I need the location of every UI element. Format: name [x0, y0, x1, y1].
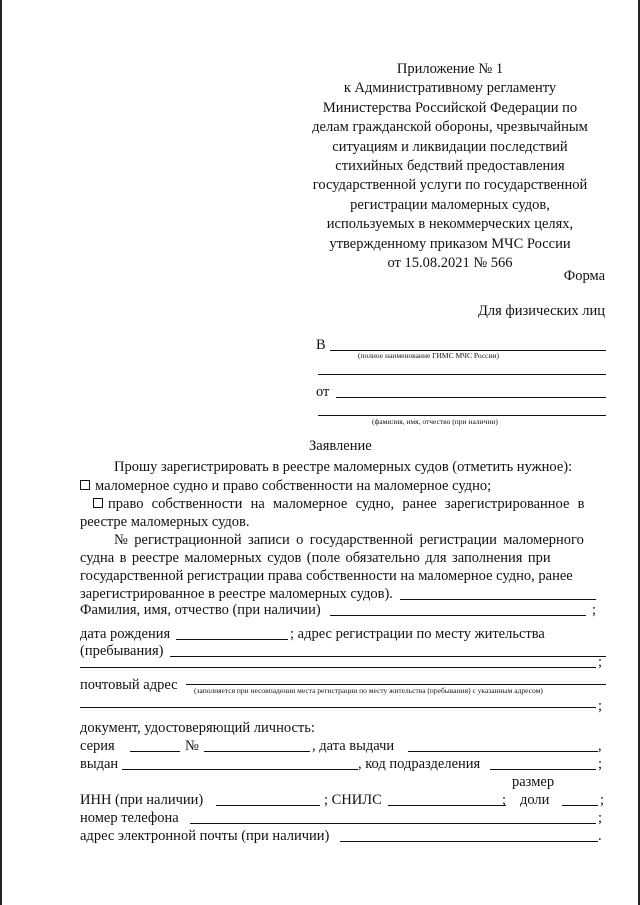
series-label: серия — [80, 738, 115, 754]
record-note-line: № регистрационной записи о государственной регистрации маломерного — [114, 532, 584, 548]
issued-by-label: выдан — [80, 756, 119, 772]
header-line: утвержденному приказом МЧС России — [329, 235, 571, 252]
series-field[interactable] — [130, 751, 180, 752]
from-field-continued[interactable] — [318, 415, 606, 416]
fio-label: Фамилия, имя, отчество (при наличии) — [80, 602, 321, 618]
inn-label: ИНН (при наличии) — [80, 792, 204, 808]
fio-semicolon: ; — [592, 602, 597, 618]
appendix-header — [300, 60, 600, 273]
issue-date-label: , дата выдачи — [312, 738, 395, 754]
residence-label: (пребывания) — [80, 643, 164, 659]
postal-field-continued[interactable] — [80, 707, 596, 708]
fio-field[interactable] — [330, 615, 586, 616]
from-caption: (фамилия, имя, отчество (при наличии) — [372, 417, 498, 426]
header-line: делам гражданской обороны, чрезвычайным — [312, 119, 588, 136]
from-prefix: от — [316, 384, 330, 400]
header-line: от 15.08.2021 № 566 — [387, 255, 513, 272]
reg-address-label: ; адрес регистрации по месту жительства — [290, 626, 545, 642]
to-prefix: В — [316, 337, 326, 353]
record-note-line: зарегистрированное в реестре маломерных судов). — [80, 586, 393, 602]
snils-semicolon: ; — [502, 792, 507, 808]
option-label: маломерное судно и право собственности на маломерное судно; — [95, 478, 492, 494]
issued-by-field[interactable] — [122, 769, 358, 770]
for-whom-label: Для физических лиц — [477, 303, 605, 319]
header-line: регистрации маломерных судов, — [350, 196, 550, 213]
header-line: к Административному регламенту — [343, 80, 557, 97]
dept-code-semicolon: ; — [598, 756, 603, 772]
to-caption: (полное наименование ГИМС МЧС России) — [358, 351, 499, 360]
number-field[interactable] — [204, 751, 310, 752]
record-note-line: судна в реестре маломерных судов (поле обязательно для заполнения при — [80, 550, 551, 566]
from-field[interactable] — [336, 397, 606, 398]
statement-title: Заявление — [309, 438, 372, 454]
dept-code-field[interactable] — [490, 769, 596, 770]
reg-address-field[interactable] — [170, 656, 606, 657]
header-line: используемых в некоммерческих целях, — [326, 216, 574, 233]
postal-label: почтовый адрес — [80, 677, 178, 693]
header-line: Министерства Российской Федерации по — [322, 99, 578, 116]
postal-semicolon: ; — [598, 698, 603, 714]
phone-label: номер телефона — [80, 810, 179, 826]
email-field[interactable] — [340, 841, 598, 842]
phone-field[interactable] — [190, 823, 596, 824]
share-field[interactable] — [562, 805, 598, 806]
issue-date-comma: , — [598, 738, 602, 754]
snils-label: ; СНИЛС — [324, 792, 382, 808]
record-note-line: государственной регистрации права собственности на маломерное судно, ранее — [80, 568, 573, 584]
option-ownership-checkbox[interactable] — [93, 498, 103, 508]
reg-address-field-continued[interactable] — [80, 667, 596, 668]
id-doc-label: документ, удостоверяющий личность: — [80, 720, 315, 736]
postal-field[interactable] — [186, 684, 606, 685]
email-label: адрес электронной почты (при наличии) — [80, 828, 330, 844]
to-field-continued[interactable] — [318, 374, 606, 375]
share-size-label: размер — [512, 774, 555, 790]
header-line: стихийных бедствий предоставления — [335, 158, 565, 175]
birth-date-field[interactable] — [176, 639, 288, 640]
birth-date-label: дата рождения — [80, 626, 171, 642]
share-label: доли — [520, 792, 550, 808]
header-line: Приложение № 1 — [396, 61, 504, 77]
share-semicolon: ; — [600, 792, 605, 808]
option-vessel-checkbox[interactable] — [80, 480, 90, 490]
number-label: № — [185, 738, 199, 754]
phone-semicolon: ; — [598, 810, 603, 826]
dept-code-label: , код подразделения — [358, 756, 481, 772]
request-text: Прошу зарегистрировать в реестре маломерных судов (отметить нужное): — [114, 459, 573, 475]
form-label: Форма — [563, 268, 605, 284]
scan-edge-left — [0, 0, 2, 905]
header-line: государственной услуги по государственной — [312, 177, 588, 194]
header-line: ситуациям и ликвидации последствий — [332, 138, 568, 155]
email-dot: . — [598, 828, 602, 844]
postal-note: (заполняется при несовпадении места регистрации по месту жительства (пребывания) с указанным адресом) — [194, 686, 543, 695]
issue-date-field[interactable] — [408, 751, 598, 752]
option-ownership-line2: реестре маломерных судов. — [80, 514, 250, 530]
option-label: право собственности на маломерное судно, ранее зарегистрированное в — [108, 496, 585, 512]
snils-field[interactable] — [388, 805, 506, 806]
option-vessel-and-ownership — [80, 478, 491, 495]
option-ownership-only — [93, 496, 585, 513]
inn-field[interactable] — [216, 805, 320, 806]
record-number-field[interactable] — [400, 599, 596, 600]
reg-address-semicolon: ; — [598, 654, 603, 670]
